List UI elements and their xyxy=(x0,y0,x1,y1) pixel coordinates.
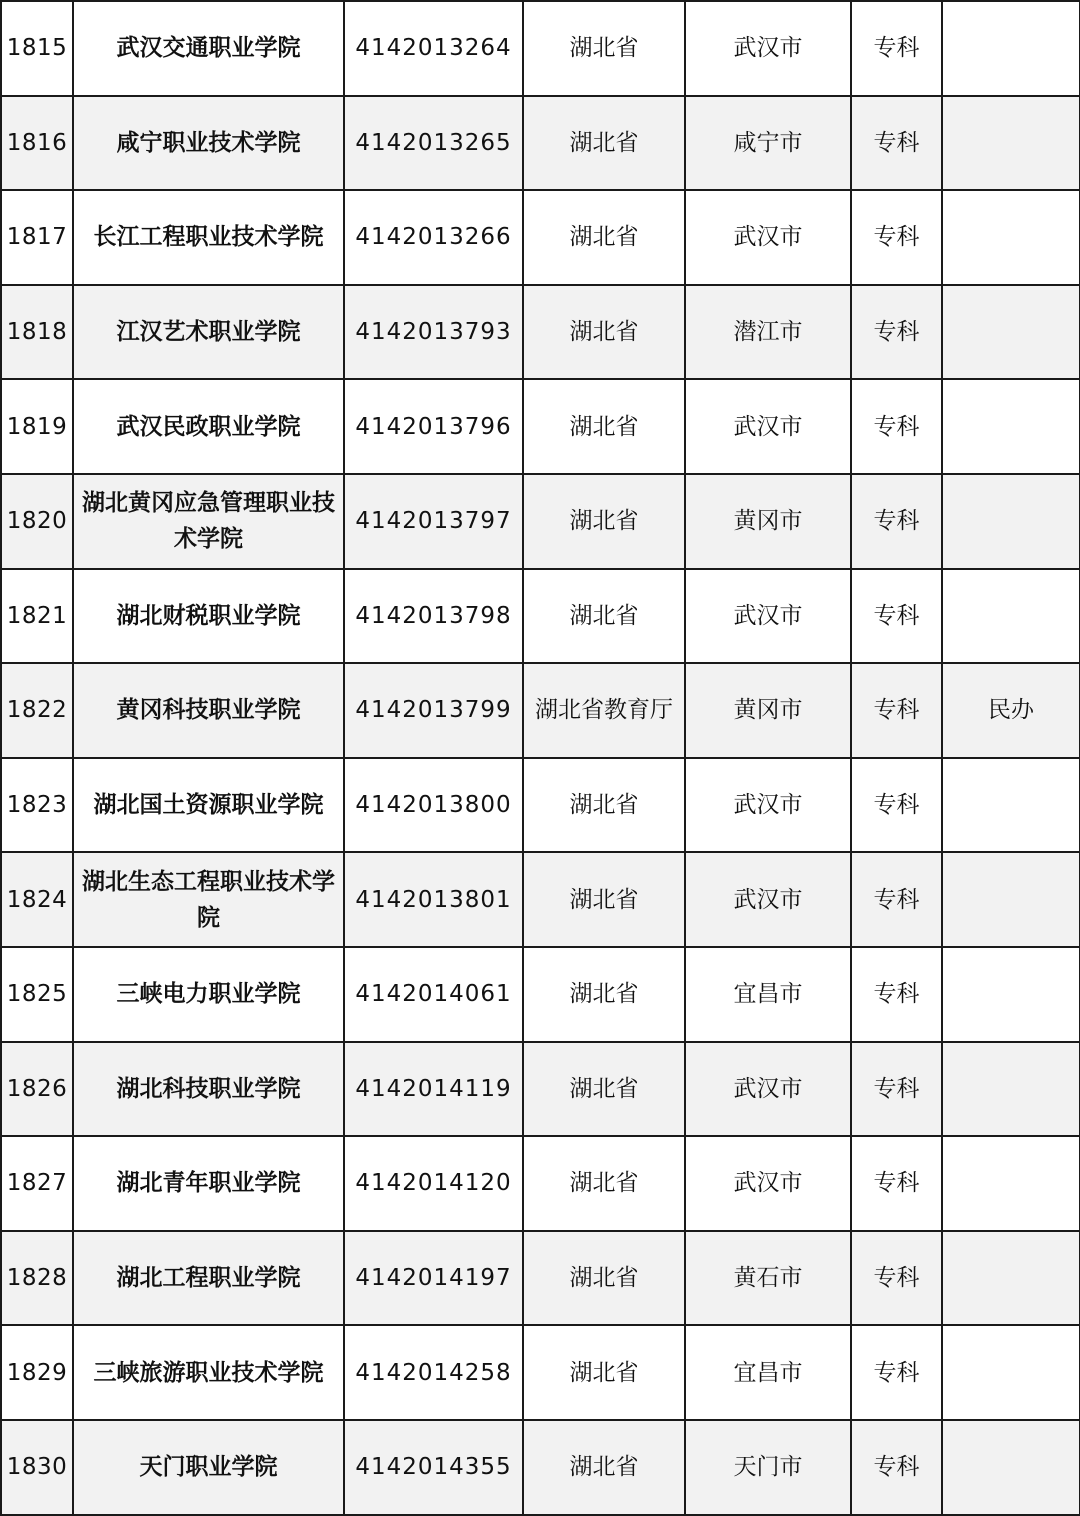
note-cell xyxy=(942,474,1080,569)
school-name-cell: 湖北青年职业学院 xyxy=(73,1136,344,1231)
table-row xyxy=(2,2,1080,96)
level-cell: 专科 xyxy=(851,758,942,853)
note-cell xyxy=(942,96,1080,191)
level-cell: 专科 xyxy=(851,1231,942,1326)
authority-cell: 湖北省 xyxy=(523,1231,685,1326)
authority-cell: 湖北省 xyxy=(523,758,685,853)
city-cell: 黄冈市 xyxy=(685,663,851,758)
city-cell: 潜江市 xyxy=(685,285,851,380)
row-number-cell: 1818 xyxy=(2,285,73,380)
table-row xyxy=(2,1231,1080,1326)
table-row xyxy=(2,852,1080,947)
row-number-cell: 1824 xyxy=(2,852,73,947)
note-cell xyxy=(942,1325,1080,1420)
school-code-cell: 4142013797 xyxy=(344,474,523,569)
table-row xyxy=(2,96,1080,191)
authority-cell: 湖北省 xyxy=(523,947,685,1042)
school-code-cell: 4142013800 xyxy=(344,758,523,853)
level-cell: 专科 xyxy=(851,474,942,569)
authority-cell: 湖北省 xyxy=(523,852,685,947)
note-cell xyxy=(942,758,1080,853)
table-row xyxy=(2,947,1080,1042)
table-row xyxy=(2,1325,1080,1420)
level-cell: 专科 xyxy=(851,1042,942,1137)
authority-cell: 湖北省教育厅 xyxy=(523,663,685,758)
city-cell: 宜昌市 xyxy=(685,1325,851,1420)
city-cell: 武汉市 xyxy=(685,569,851,664)
note-cell xyxy=(942,1231,1080,1326)
authority-cell: 湖北省 xyxy=(523,1325,685,1420)
school-code-cell: 4142013266 xyxy=(344,190,523,285)
school-code-cell: 4142013265 xyxy=(344,96,523,191)
school-name-cell: 湖北黄冈应急管理职业技术学院 xyxy=(73,474,344,569)
city-cell: 武汉市 xyxy=(685,1136,851,1231)
city-cell: 武汉市 xyxy=(685,2,851,96)
city-cell: 咸宁市 xyxy=(685,96,851,191)
school-code-cell: 4142013796 xyxy=(344,379,523,474)
table-row xyxy=(2,1136,1080,1231)
school-code-cell: 4142014355 xyxy=(344,1420,523,1515)
table-row xyxy=(2,285,1080,380)
table-row xyxy=(2,474,1080,569)
school-code-cell: 4142013798 xyxy=(344,569,523,664)
authority-cell: 湖北省 xyxy=(523,474,685,569)
school-name-cell: 湖北生态工程职业技术学院 xyxy=(73,852,344,947)
level-cell: 专科 xyxy=(851,379,942,474)
note-cell xyxy=(942,2,1080,96)
row-number-cell: 1815 xyxy=(2,2,73,96)
school-code-cell: 4142014120 xyxy=(344,1136,523,1231)
city-cell: 武汉市 xyxy=(685,758,851,853)
table-row xyxy=(2,379,1080,474)
row-number-cell: 1823 xyxy=(2,758,73,853)
school-name-cell: 湖北工程职业学院 xyxy=(73,1231,344,1326)
table-row xyxy=(2,190,1080,285)
note-cell xyxy=(942,1420,1080,1515)
school-code-cell: 4142013801 xyxy=(344,852,523,947)
school-code-cell: 4142014197 xyxy=(344,1231,523,1326)
authority-cell: 湖北省 xyxy=(523,569,685,664)
table-body xyxy=(2,2,1080,1515)
note-cell xyxy=(942,947,1080,1042)
city-cell: 黄冈市 xyxy=(685,474,851,569)
school-code-cell: 4142013799 xyxy=(344,663,523,758)
note-cell xyxy=(942,285,1080,380)
note-cell xyxy=(942,1042,1080,1137)
authority-cell: 湖北省 xyxy=(523,96,685,191)
level-cell: 专科 xyxy=(851,96,942,191)
note-cell xyxy=(942,1136,1080,1231)
school-name-cell: 三峡电力职业学院 xyxy=(73,947,344,1042)
level-cell: 专科 xyxy=(851,947,942,1042)
school-name-cell: 三峡旅游职业技术学院 xyxy=(73,1325,344,1420)
note-cell xyxy=(942,190,1080,285)
table-row xyxy=(2,758,1080,853)
school-name-cell: 武汉民政职业学院 xyxy=(73,379,344,474)
level-cell: 专科 xyxy=(851,1420,942,1515)
note-cell: 民办 xyxy=(942,663,1080,758)
row-number-cell: 1826 xyxy=(2,1042,73,1137)
table-row xyxy=(2,1420,1080,1515)
authority-cell: 湖北省 xyxy=(523,379,685,474)
level-cell: 专科 xyxy=(851,285,942,380)
authority-cell: 湖北省 xyxy=(523,1136,685,1231)
school-name-cell: 湖北财税职业学院 xyxy=(73,569,344,664)
school-code-cell: 4142013264 xyxy=(344,2,523,96)
row-number-cell: 1825 xyxy=(2,947,73,1042)
school-name-cell: 天门职业学院 xyxy=(73,1420,344,1515)
row-number-cell: 1819 xyxy=(2,379,73,474)
note-cell xyxy=(942,852,1080,947)
authority-cell: 湖北省 xyxy=(523,1042,685,1137)
row-number-cell: 1822 xyxy=(2,663,73,758)
table-row xyxy=(2,663,1080,758)
school-name-cell: 咸宁职业技术学院 xyxy=(73,96,344,191)
school-name-cell: 武汉交通职业学院 xyxy=(73,2,344,96)
level-cell: 专科 xyxy=(851,663,942,758)
city-cell: 武汉市 xyxy=(685,379,851,474)
city-cell: 武汉市 xyxy=(685,190,851,285)
school-name-cell: 黄冈科技职业学院 xyxy=(73,663,344,758)
row-number-cell: 1830 xyxy=(2,1420,73,1515)
school-name-cell: 长江工程职业技术学院 xyxy=(73,190,344,285)
row-number-cell: 1816 xyxy=(2,96,73,191)
authority-cell: 湖北省 xyxy=(523,1420,685,1515)
authority-cell: 湖北省 xyxy=(523,190,685,285)
level-cell: 专科 xyxy=(851,2,942,96)
table-row xyxy=(2,569,1080,664)
school-name-cell: 湖北科技职业学院 xyxy=(73,1042,344,1137)
school-name-cell: 江汉艺术职业学院 xyxy=(73,285,344,380)
row-number-cell: 1820 xyxy=(2,474,73,569)
level-cell: 专科 xyxy=(851,1136,942,1231)
city-cell: 天门市 xyxy=(685,1420,851,1515)
level-cell: 专科 xyxy=(851,190,942,285)
row-number-cell: 1828 xyxy=(2,1231,73,1326)
city-cell: 宜昌市 xyxy=(685,947,851,1042)
row-number-cell: 1827 xyxy=(2,1136,73,1231)
school-table xyxy=(2,2,1080,1516)
authority-cell: 湖北省 xyxy=(523,285,685,380)
row-number-cell: 1821 xyxy=(2,569,73,664)
level-cell: 专科 xyxy=(851,569,942,664)
table-row xyxy=(2,1042,1080,1137)
school-name-cell: 湖北国土资源职业学院 xyxy=(73,758,344,853)
row-number-cell: 1817 xyxy=(2,190,73,285)
school-code-cell: 4142014119 xyxy=(344,1042,523,1137)
level-cell: 专科 xyxy=(851,1325,942,1420)
city-cell: 黄石市 xyxy=(685,1231,851,1326)
level-cell: 专科 xyxy=(851,852,942,947)
city-cell: 武汉市 xyxy=(685,852,851,947)
authority-cell: 湖北省 xyxy=(523,2,685,96)
school-code-cell: 4142014258 xyxy=(344,1325,523,1420)
school-code-cell: 4142013793 xyxy=(344,285,523,380)
row-number-cell: 1829 xyxy=(2,1325,73,1420)
city-cell: 武汉市 xyxy=(685,1042,851,1137)
note-cell xyxy=(942,379,1080,474)
note-cell xyxy=(942,569,1080,664)
school-code-cell: 4142014061 xyxy=(344,947,523,1042)
